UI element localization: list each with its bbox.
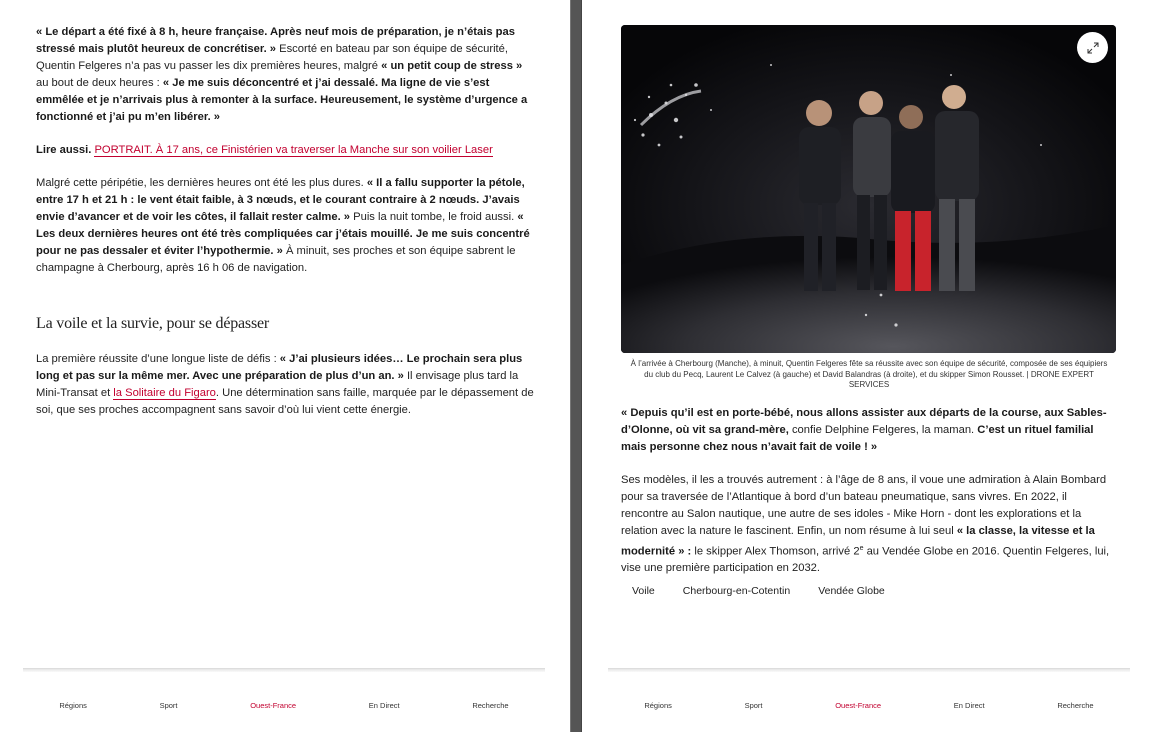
superscript: e xyxy=(859,544,864,552)
tag-cherbourg-en-cotentin[interactable]: Cherbourg-en-Cotentin xyxy=(682,585,791,598)
article-body-left xyxy=(36,24,536,435)
article-tags xyxy=(632,585,1117,597)
quote-run: « Depuis qu’il est en porte-bébé, nous allons assister aux départs de la course, aux Sables-d’Olonne, où vit sa grand-mère, xyxy=(621,406,1107,436)
quote-run: « Je me suis déconcentré et j’ai dessalé. Ma ligne de vie s’est emmêlée et je n’arrivais plus à remonter à la surface. Heureusement, le système d’urgence a fonctionné et j’ai pu m’en libérer. » xyxy=(36,77,528,123)
article-page-left xyxy=(0,0,570,732)
paragraph-role-models xyxy=(621,472,1117,578)
nav-item-en-direct[interactable]: En Direct xyxy=(368,701,400,710)
text-run: au Vendée Globe en 2016. Quentin Felgeres, lui, vise une première participation en 2032. xyxy=(621,545,1110,575)
article-photo[interactable] xyxy=(621,25,1116,353)
paragraph-hardest-hours xyxy=(36,175,536,277)
text-run: Puis la nuit tombe, le froid aussi. xyxy=(350,211,518,223)
expand-photo-button[interactable] xyxy=(1077,32,1108,63)
text-run: le skipper Alex Thomson, arrivé 2 xyxy=(691,545,860,558)
paragraph-mother-quote xyxy=(621,405,1117,456)
tag-voile[interactable]: Voile xyxy=(632,585,655,598)
night-celebration-photo xyxy=(621,25,1116,353)
nav-list xyxy=(23,672,545,710)
text-run: Escorté en bateau par son équipe de sécurité, Quentin Felgeres n’a pas vu passer les dix premières heures, malgré xyxy=(36,43,508,72)
read-also xyxy=(36,142,536,159)
quote-run: « Le départ a été fixé à 8 h, heure française. Après neuf mois de préparation, je n’étais pas stressé mais plutôt heureux de concrétiser. » xyxy=(36,26,515,55)
photo-caption: À l’arrivée à Cherbourg (Manche), à minuit, Quentin Felgeres fête sa réussite avec son équipe de sécurité, composée de ses équipiers du club du Pecq, Laurent Le Calvez (à gauche) et David Balandras (à droite), et du skipper Simon Rousset. | DRONE EXPERT SERVICES xyxy=(630,359,1108,389)
text-run: . Une détermination sans faille, marquée par le dépassement de soi, que ses proches accompagnent sans savoir d’où lui vient cette énergie. xyxy=(36,387,534,416)
text-run: À minuit, ses proches et son équipe sabrent le champagne à Cherbourg, après 16 h 06 de navigation. xyxy=(36,245,516,274)
quote-run: « Les deux dernières heures ont été très compliquées car j’étais mouillé. Je me suis concentré pour ne pas dessaler et éviter l’hypothermie. » xyxy=(36,211,530,257)
nav-item-r-gions[interactable]: Régions xyxy=(644,701,672,710)
nav-item-sport[interactable]: Sport xyxy=(159,701,178,710)
text-run: Il envisage plus tard la Mini-Transat et xyxy=(36,370,519,399)
section-heading: La voile et la survie, pour se dépasser xyxy=(36,315,270,332)
nav-item-sport[interactable]: Sport xyxy=(744,701,763,710)
nav-item-en-direct[interactable]: En Direct xyxy=(953,701,985,710)
quote-run: « Il a fallu supporter la pétole, entre 17 h et 21 h : le vent était faible, à 3 nœuds, et le courant contraire à 2 nœuds. J’avais envie d’avancer et de voir les côtes, il fallait rester calme. » xyxy=(36,177,525,223)
nav-item-r-gions[interactable]: Régions xyxy=(59,701,87,710)
read-also-label: Lire aussi. xyxy=(36,144,92,156)
bottom-navigation xyxy=(23,668,545,732)
bottom-navigation xyxy=(608,668,1130,732)
paragraph-first-success xyxy=(36,351,536,419)
tag-vend-e-globe[interactable]: Vendée Globe xyxy=(818,585,885,598)
text-run: La première réussite d’une longue liste de défis : xyxy=(36,353,280,365)
solitaire-figaro-link[interactable]: la Solitaire du Figaro xyxy=(113,387,216,399)
nav-item-recherche[interactable]: Recherche xyxy=(1057,701,1094,710)
nav-list xyxy=(608,672,1130,710)
quote-run: C’est un rituel familial mais personne chez nous n’avait fait de voile ! » xyxy=(621,423,1094,453)
read-also-link[interactable]: PORTRAIT. À 17 ans, ce Finistérien va traverser la Manche sur son voilier Laser xyxy=(94,144,493,156)
quote-run: « un petit coup de stress » xyxy=(381,60,523,72)
article-page-right xyxy=(582,0,1151,732)
page-separator xyxy=(570,0,582,732)
text-run: au bout de deux heures : xyxy=(36,77,163,89)
quote-run: « la classe, la vitesse et la modernité » : xyxy=(621,524,1095,558)
nav-item-ouest-france[interactable]: Ouest-France xyxy=(250,701,297,710)
nav-item-ouest-france[interactable]: Ouest-France xyxy=(835,701,882,710)
text-run: Malgré cette péripétie, les dernières heures ont été les plus dures. xyxy=(36,177,367,189)
nav-item-recherche[interactable]: Recherche xyxy=(472,701,509,710)
expand-icon xyxy=(1087,42,1099,54)
text-run: confie Delphine Felgeres, la maman. xyxy=(788,423,978,436)
article-body-right xyxy=(621,25,1117,597)
quote-run: « J’ai plusieurs idées… Le prochain sera plus long et pas sur la même mer. Avec une préparation de plus d’un an. » xyxy=(36,353,523,382)
paragraph-departure xyxy=(36,24,536,126)
text-run: Ses modèles, il les a trouvés autrement : à l’âge de 8 ans, il voue une admiration à Alain Bombard pour sa traversée de l’Atlantique à bord d’un bateau pneumatique, sans vivres. En 2022, il rencontre au Salon nautique, une autre de ses idoles - Mike Horn - dont les explorations et la relation avec la nature le fascinent. Enfin, un nom résume à lui seul xyxy=(621,473,1107,537)
